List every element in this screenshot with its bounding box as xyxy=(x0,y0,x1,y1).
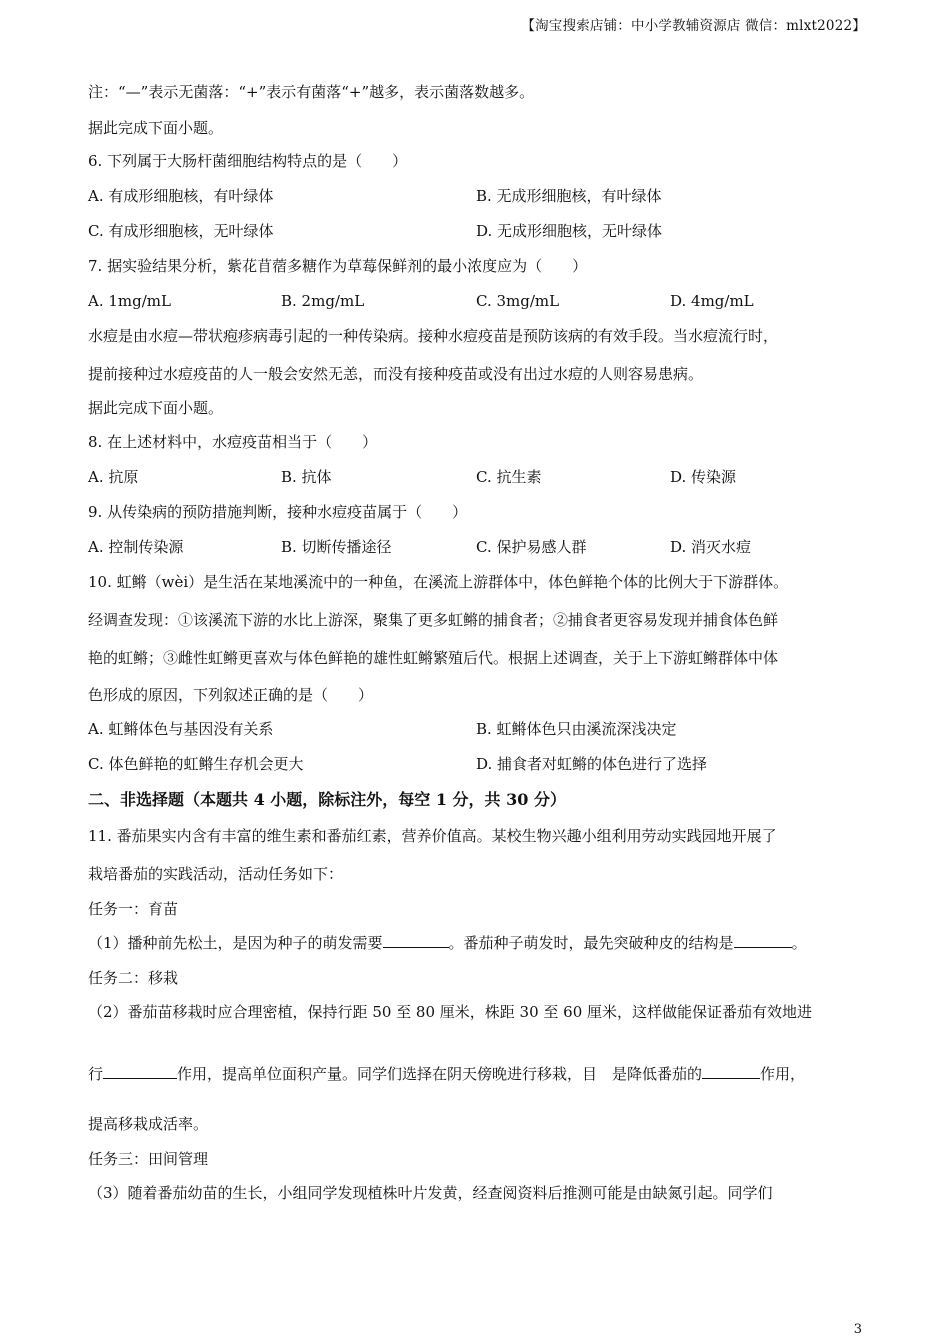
question-11-line-2: 栽培番茄的实践活动，活动任务如下： xyxy=(88,865,344,883)
question-11-part-2-line-2 xyxy=(88,1064,805,1084)
task-1-heading: 任务一：育苗 xyxy=(88,900,179,918)
section-heading: 二、非选择题（本题共 4 小题，除标注外，每空 1 分，共 30 分） xyxy=(88,790,566,809)
answer-blank[interactable] xyxy=(103,1064,177,1079)
question-11-line-1: 11. 番茄果实内含有丰富的维生素和番茄红素，营养价值高。某校生物兴趣小组利用劳动实践园地开展了 xyxy=(88,827,777,845)
answer-blank[interactable] xyxy=(383,933,449,948)
answer-blank[interactable] xyxy=(734,933,792,948)
question-9-option-b: B. 切断传播途径 xyxy=(281,538,392,556)
question-6-stem: 6. 下列属于大肠杆菌细胞结构特点的是（ ） xyxy=(88,152,408,170)
question-9-option-d: D. 消灭水痘 xyxy=(670,538,752,556)
question-10-line-2: 经调查发现：①该溪流下游的水比上游深，聚集了更多虹鳉的捕食者；②捕食者更容易发现并捕食体色鲜 xyxy=(88,611,779,629)
question-11-part-2-line-1: （2）番茄苗移栽时应合理密植，保持行距 50 至 80 厘米，株距 30 至 60 厘米，这样做能保证番茄有效地进 xyxy=(88,1003,813,1021)
question-11-part-1 xyxy=(88,933,807,953)
instruction-text: 据此完成下面小题。 xyxy=(88,119,224,137)
question-11-part-3-line-1: （3）随着番茄幼苗的生长，小组同学发现植株叶片发黄，经查阅资料后推测可能是由缺氮引起。同学们 xyxy=(88,1184,773,1202)
task-2-heading: 任务二：移栽 xyxy=(88,969,179,987)
question-6-option-a: A. 有成形细胞核，有叶绿体 xyxy=(88,187,274,205)
question-6-option-b: B. 无成形细胞核，有叶绿体 xyxy=(476,187,662,205)
part-2-text-c: 作用， xyxy=(760,1065,806,1083)
passage-line-1: 水痘是由水痘—带状疱疹病毒引起的一种传染病。接种水痘疫苗是预防该病的有效手段。当水痘流行时， xyxy=(88,327,779,345)
question-7-stem: 7. 据实验结果分析，紫花苜蓿多糖作为草莓保鲜剂的最小浓度应为（ ） xyxy=(88,257,588,275)
table-note: 注：“—”表示无菌落：“+”表示有菌落“+”越多，表示菌落数越多。 xyxy=(88,83,535,101)
question-8-option-a: A. 抗原 xyxy=(88,468,139,486)
part-1-text-c: 。 xyxy=(791,934,807,952)
answer-blank[interactable] xyxy=(702,1064,760,1079)
question-7-option-a: A. 1mg/mL xyxy=(88,292,171,310)
part-1-text-a: （1）播种前先松土，是因为种子的萌发需要 xyxy=(88,934,383,952)
part-2-text-a: 行 xyxy=(88,1065,104,1083)
question-10-line-1: 10. 虹鳉（wèi）是生活在某地溪流中的一种鱼，在溪流上游群体中，体色鲜艳个体的比例大于下游群体。 xyxy=(88,573,789,591)
question-8-stem: 8. 在上述材料中，水痘疫苗相当于（ ） xyxy=(88,433,378,451)
question-10-line-4: 色形成的原因，下列叙述正确的是（ ） xyxy=(88,686,374,704)
question-10-option-a: A. 虹鳉体色与基因没有关系 xyxy=(88,720,274,738)
question-10-option-d: D. 捕食者对虹鳉的体色进行了选择 xyxy=(476,755,708,773)
question-10-option-c: C. 体色鲜艳的虹鳉生存机会更大 xyxy=(88,755,304,773)
question-7-option-c: C. 3mg/mL xyxy=(476,292,560,310)
question-9-stem: 9. 从传染病的预防措施判断，接种水痘疫苗属于（ ） xyxy=(88,503,468,521)
question-7-option-b: B. 2mg/mL xyxy=(281,292,365,310)
page-number: 3 xyxy=(853,1322,862,1337)
question-8-option-d: D. 传染源 xyxy=(670,468,737,486)
question-6-option-d: D. 无成形细胞核，无叶绿体 xyxy=(476,222,663,240)
question-10-option-b: B. 虹鳉体色只由溪流深浅决定 xyxy=(476,720,677,738)
passage-line-2: 提前接种过水痘疫苗的人一般会安然无恙，而没有接种疫苗或没有出过水痘的人则容易患病。 xyxy=(88,365,704,383)
question-11-part-2-line-3: 提高移栽成活率。 xyxy=(88,1115,209,1133)
question-7-option-d: D. 4mg/mL xyxy=(670,292,754,310)
question-8-option-c: C. 抗生素 xyxy=(476,468,542,486)
question-10-line-3: 艳的虹鳉；③雌性虹鳉更喜欢与体色鲜艳的雄性虹鳉繁殖后代。根据上述调查，关于上下游虹鳉群体中体 xyxy=(88,649,779,667)
part-2-text-b: 作用，提高单位面积产量。同学们选择在阴天傍晚进行移栽，目 是降低番茄的 xyxy=(177,1065,703,1083)
instruction-text: 据此完成下面小题。 xyxy=(88,399,224,417)
page-header: 【淘宝搜索店铺：中小学教辅资源店 微信：mlxt2022】 xyxy=(521,18,866,34)
question-8-option-b: B. 抗体 xyxy=(281,468,332,486)
question-6-option-c: C. 有成形细胞核，无叶绿体 xyxy=(88,222,274,240)
question-9-option-a: A. 控制传染源 xyxy=(88,538,184,556)
question-9-option-c: C. 保护易感人群 xyxy=(476,538,587,556)
task-3-heading: 任务三：田间管理 xyxy=(88,1150,209,1168)
part-1-text-b: 。番茄种子萌发时，最先突破种皮的结构是 xyxy=(448,934,734,952)
